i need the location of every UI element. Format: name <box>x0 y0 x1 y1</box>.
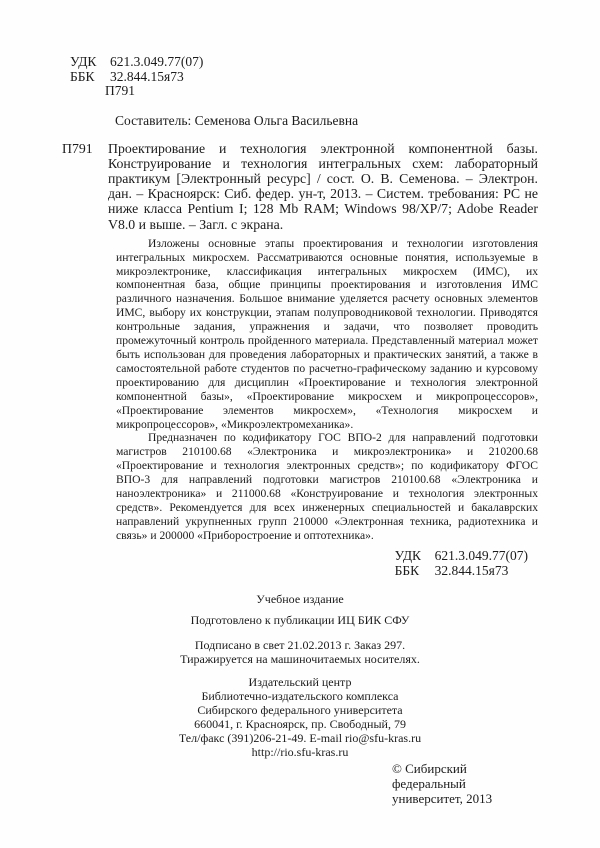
author-sign-code: П791 <box>105 83 135 98</box>
classification-codes-bottom <box>395 548 528 578</box>
bibliographic-entry <box>62 141 538 232</box>
bbk-value: 32.844.15я73 <box>110 68 184 84</box>
publisher-address-line: 660041, г. Красноярск, пр. Свободный, 79 <box>194 716 406 731</box>
bbk-bottom-line <box>395 563 528 578</box>
copyright-line: © Сибирский <box>392 760 467 776</box>
copyright-line: университет, 2013 <box>392 790 493 806</box>
distribution-line: Тиражируется на машиночитаемых носителях. <box>180 651 420 666</box>
bbk-label: ББК <box>70 68 95 84</box>
edition-type-label: Учебное издание <box>256 591 344 606</box>
classification-codes-top <box>70 55 538 99</box>
publisher-line: Сибирского федерального университета <box>197 702 403 717</box>
bbk-label: ББК <box>394 562 420 578</box>
udk-label: УДК <box>394 547 422 563</box>
publisher-url-line: http://rio.sfu-kras.ru <box>251 744 349 759</box>
print-info-block <box>62 638 538 666</box>
compiler-line: Составитель: Семенова Ольга Васильевна <box>115 112 359 128</box>
publisher-line: Библиотечно-издательского комплекса <box>201 688 399 703</box>
copyright-notice <box>392 761 538 806</box>
bbk-top-line <box>70 70 538 85</box>
udk-label: УДК <box>70 54 97 69</box>
imprint-block <box>62 592 538 759</box>
publisher-block <box>62 675 538 759</box>
udk-bottom-line <box>395 548 528 563</box>
prepared-by-line: Подготовлено к публикации ИЦ БИК СФУ <box>190 612 410 627</box>
copyright-line: федеральный <box>392 775 466 791</box>
udk-top-line <box>70 55 538 70</box>
publisher-contact-line: Тел/факс (391)206-21-49. E-mail rio@sfu-kras.ru <box>178 730 422 745</box>
bbk-value: 32.844.15я73 <box>434 562 509 578</box>
signed-to-press-line: Подписано в свет 21.02.2013 г. Заказ 297. <box>194 637 406 652</box>
annotation-paragraph-1: Изложены основные этапы проектирования и технологии изготовления интегральных микросхем. Рассматриваются основные понятия, используемые в микроэлектронике, классификация интегральных микросхем (ИМС), их компонентная база, общие принципы проектирования и изготовления ИМС различного назначения. Большое внимание уделяется расчету основных элементов ИМС, выбору их конструкции, этапам полупроводниковой технологии. Приводятся контрольные задания, упражнения и задачи, что позволяет проводить промежуточный контроль пройденного материала. Представленный материал может быть использован для проведения лабораторных и практических занятий, а также в самостоятельной работе студентов по расчетно-графическому заданию и курсовому проектированию для дисциплин «Проектирование и технология электронной компонентной базы», «Проектирование микросхем и микропроцессоров», «Проектирование элементов микросхем», «Технология микросхем и микропроцессоров», «Микроэлектромеханика». <box>116 236 538 431</box>
annotation-block <box>116 237 538 543</box>
annotation-paragraph-2: Предназначен по кодификатору ГОС ВПО-2 для направлений подготовки магистров 210100.68 «Электроника и микроэлектроника» и 210200.68 «Проектирование и технология электронных средств»; по кодификатору ФГОС ВПО-3 для направлений подготовки магистров 210100.68 «Электроника и наноэлектроника» и 211000.68 «Конструирование и технология электронных средств». Рекомендуется для всех инженерных специальностей и бакалаврских направлений укрупненных групп 210000 «Электронная техника, радиотехника и связь» и 200000 «Приборостроение и оптотехника». <box>116 431 538 542</box>
udk-value: 621.3.049.77(07) <box>434 547 528 563</box>
bib-entry-text: Проектирование и технология электронной компонентной базы. Конструирование и технология интегральных схем: лабораторный практикум [Электронный ресурс] / сост. О. В. Семенова. – Электрон. дан. – Красноярск: Сиб. федер. ун-т, 2013. – Систем. требования: PC не ниже класса Pentium I; 128 Mb RAM; Windows 98/XP/7; Adobe Reader V8.0 и выше. – Загл. с экрана. <box>108 140 538 232</box>
bib-entry-code: П791 <box>62 140 93 156</box>
publisher-line: Издательский центр <box>248 674 352 689</box>
udk-value: 621.3.049.77(07) <box>110 54 204 69</box>
